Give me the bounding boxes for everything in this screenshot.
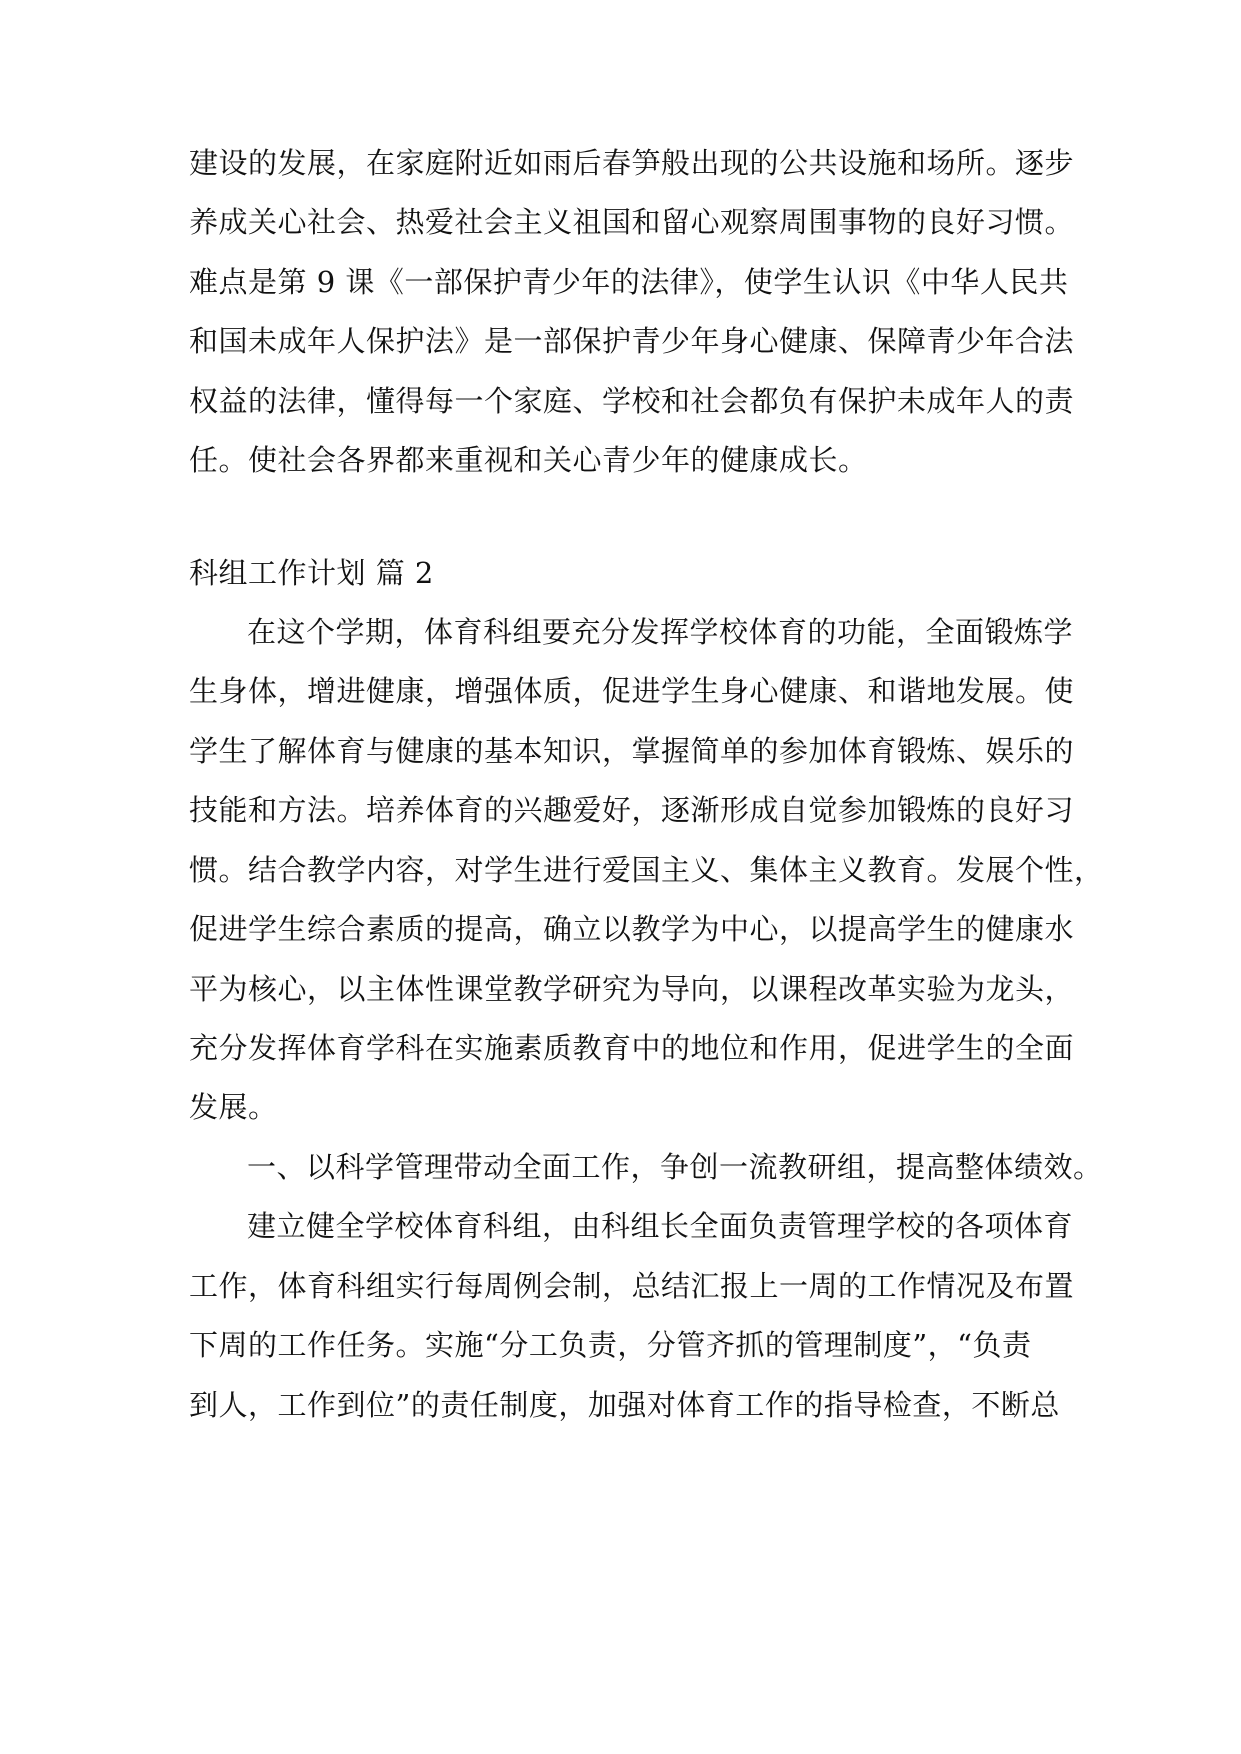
paragraph-4-line-1: 建立健全学校体育科组，由科组长全面负责管理学校的各项体育	[247, 1209, 1074, 1243]
paragraph-2-line-6: 促进学生综合素质的提高，确立以教学为中心，以提高学生的健康水	[189, 912, 1075, 946]
paragraph-1-line-2: 养成关心社会、热爱社会主义祖国和留心观察周围事物的良好习惯。	[189, 205, 1075, 239]
paragraph-1-line-6: 任。使社会各界都来重视和关心青少年的健康成长。	[189, 443, 868, 477]
paragraph-4-line-3: 下周的工作任务。实施“分工负责，分管齐抓的管理制度”，“负责	[189, 1328, 1032, 1362]
paragraph-1-line-5: 权益的法律，懂得每一个家庭、学校和社会都负有保护未成年人的责	[189, 384, 1075, 418]
paragraph-2-line-9: 发展。	[189, 1090, 278, 1124]
paragraph-2-line-4: 技能和方法。培养体育的兴趣爱好，逐渐形成自觉参加锻炼的良好习	[189, 793, 1075, 827]
paragraph-2-line-7: 平为核心，以主体性课堂教学研究为导向，以课程改革实验为龙头，	[189, 972, 1075, 1006]
paragraph-3-line-1: 一、以科学管理带动全面工作，争创一流教研组，提高整体绩效。	[247, 1150, 1103, 1184]
paragraph-4-line-2: 工作，体育科组实行每周例会制，总结汇报上一周的工作情况及布置	[189, 1269, 1075, 1303]
paragraph-2-line-3: 学生了解体育与健康的基本知识，掌握简单的参加体育锻炼、娱乐的	[189, 734, 1075, 768]
paragraph-2-line-5: 惯。结合教学内容，对学生进行爱国主义、集体主义教育。发展个性，	[189, 853, 1104, 887]
section-heading: 科组工作计划 篇 2	[189, 556, 434, 590]
paragraph-2-line-2: 生身体，增进健康，增强体质，促进学生身心健康、和谐地发展。使	[189, 674, 1075, 708]
paragraph-2-line-1: 在这个学期，体育科组要充分发挥学校体育的功能，全面锻炼学	[247, 615, 1074, 649]
paragraph-4-line-4: 到人，工作到位”的责任制度，加强对体育工作的指导检查，不断总	[189, 1388, 1060, 1422]
paragraph-1-line-4: 和国未成年人保护法》是一部保护青少年身心健康、保障青少年合法	[189, 324, 1075, 358]
paragraph-1-line-1: 建设的发展，在家庭附近如雨后春笋般出现的公共设施和场所。逐步	[189, 146, 1075, 180]
paragraph-1-line-3: 难点是第 9 课《一部保护青少年的法律》，使学生认识《中华人民共	[189, 265, 1069, 299]
paragraph-2-line-8: 充分发挥体育学科在实施素质教育中的地位和作用，促进学生的全面	[189, 1031, 1075, 1065]
